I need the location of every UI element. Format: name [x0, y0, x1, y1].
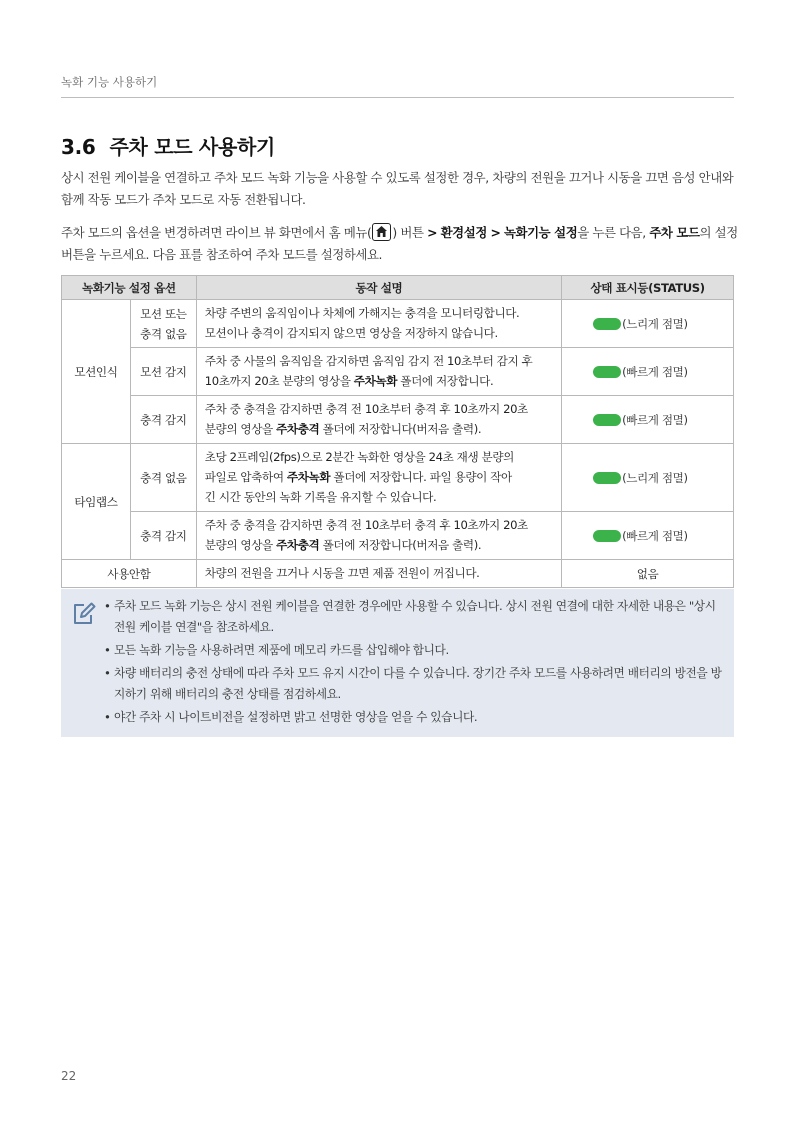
- table-row: [62, 512, 734, 560]
- status-cell: (빠르게 점멸): [562, 348, 734, 396]
- chevron-right-icon: >: [427, 225, 438, 240]
- sub-option-cell: 모션 감지: [130, 348, 196, 396]
- description-cell: 초당 2프레임(2fps)으로 2분간 녹화한 영상을 24초 재생 분량의 파일로 압축하여 주차녹화 폴더에 저장합니다. 파일 용량이 작아 긴 시간 동안의 녹화 기록을 유지할 수 있습니다.: [196, 444, 561, 512]
- status-cell: 없음: [562, 560, 734, 588]
- column-header: 상태 표시등(STATUS): [562, 276, 734, 300]
- table-row: [62, 444, 734, 512]
- instruction-text: ) 버튼: [392, 225, 428, 240]
- status-cell: (빠르게 점멸): [562, 512, 734, 560]
- table-header-row: [62, 276, 734, 300]
- menu-path-parking-mode: 주차 모드: [649, 225, 700, 240]
- note-list: [104, 596, 726, 730]
- table-row: [62, 348, 734, 396]
- home-icon: [372, 223, 391, 241]
- note-item: • 모든 녹화 기능을 사용하려면 제품에 메모리 카드를 삽입해야 합니다.: [104, 640, 726, 661]
- parking-mode-options-table: [61, 275, 734, 588]
- sub-option-cell: 충격 감지: [130, 396, 196, 444]
- status-led-icon: [593, 530, 621, 542]
- mode-cell: 타임랩스: [62, 444, 131, 560]
- note-item: • 야간 주차 시 나이트비전을 설정하면 밝고 선명한 영상을 얻을 수 있습니다.: [104, 707, 726, 728]
- mode-cell: 모션인식: [62, 300, 131, 444]
- column-header: 녹화기능 설정 옵션: [62, 276, 197, 300]
- note-box: [61, 589, 734, 737]
- mode-cell: 사용안함: [62, 560, 197, 588]
- table-row: [62, 300, 734, 348]
- section-title-text: 주차 모드 사용하기: [109, 135, 276, 159]
- menu-path-record-settings: 녹화기능 설정: [503, 225, 578, 240]
- chevron-right-icon: >: [490, 225, 501, 240]
- status-led-icon: [593, 414, 621, 426]
- sub-option-cell: 모션 또는 충격 없음: [130, 300, 196, 348]
- instruction-text: 을 누른 다음,: [577, 225, 650, 240]
- description-cell: 주차 중 사물의 움직임을 감지하면 움직임 감지 전 10초부터 감지 후 10초까지 20초 분량의 영상을 주차녹화 폴더에 저장합니다.: [196, 348, 561, 396]
- instruction-text: 주차 모드의 옵션을 변경하려면 라이브 뷰 화면에서 홈 메뉴(: [61, 225, 372, 240]
- status-cell: (느리게 점멸): [562, 300, 734, 348]
- status-led-icon: [593, 366, 621, 378]
- status-cell: (빠르게 점멸): [562, 396, 734, 444]
- section-number: 3.6: [61, 135, 96, 159]
- description-cell: 주차 중 충격을 감지하면 충격 전 10초부터 충격 후 10초까지 20초 분량의 영상을 주차충격 폴더에 저장합니다(버저음 출력).: [196, 396, 561, 444]
- instruction-paragraph: [61, 222, 739, 266]
- section-title: [61, 131, 275, 160]
- page-number: 22: [61, 1069, 77, 1083]
- note-item: • 주차 모드 녹화 기능은 상시 전원 케이블을 연결한 경우에만 사용할 수 있습니다. 상시 전원 연결에 대한 자세한 내용은 "상시 전원 케이블 연결"을 참조하세요.: [104, 596, 726, 638]
- description-cell: 차량 주변의 움직임이나 차체에 가해지는 충격을 모니터링합니다. 모션이나 충격이 감지되지 않으면 영상을 저장하지 않습니다.: [196, 300, 561, 348]
- instruction-text: 의 설정 버튼을 누르세요. 다음 표를 참조하여 주차 모드를 설정하세요.: [61, 225, 738, 262]
- status-led-icon: [593, 318, 621, 330]
- table-row: [62, 396, 734, 444]
- sub-option-cell: 충격 감지: [130, 512, 196, 560]
- sub-option-cell: 충격 없음: [130, 444, 196, 512]
- description-cell: 차량의 전원을 끄거나 시동을 끄면 제품 전원이 꺼집니다.: [196, 560, 561, 588]
- status-cell: (느리게 점멸): [562, 444, 734, 512]
- note-item: • 차량 배터리의 충전 상태에 따라 주차 모드 유지 시간이 다를 수 있습니다. 장기간 주차 모드를 사용하려면 배터리의 방전을 방지하기 위해 배터리의 충전 상태를 점검하세요.: [104, 663, 726, 705]
- description-cell: 주차 중 충격을 감지하면 충격 전 10초부터 충격 후 10초까지 20초 분량의 영상을 주차충격 폴더에 저장합니다(버저음 출력).: [196, 512, 561, 560]
- status-led-icon: [593, 472, 621, 484]
- column-header: 동작 설명: [196, 276, 561, 300]
- intro-paragraph: 상시 전원 케이블을 연결하고 주차 모드 녹화 기능을 사용할 수 있도록 설정한 경우, 차량의 전원을 끄거나 시동을 끄면 음성 안내와 함께 작동 모드가 주차 모드로 자동 전환됩니다.: [61, 170, 734, 207]
- running-header: 녹화 기능 사용하기: [61, 74, 734, 98]
- table-row: [62, 560, 734, 588]
- memo-pencil-icon: [71, 601, 97, 631]
- menu-path-settings: 환경설정: [440, 225, 487, 240]
